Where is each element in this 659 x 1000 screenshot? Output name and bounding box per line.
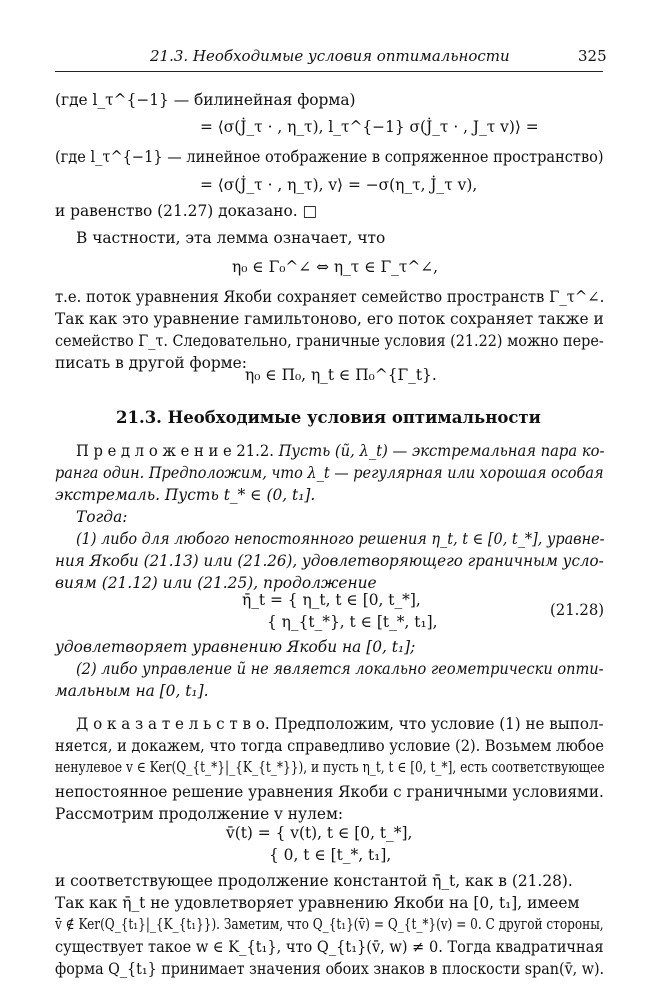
proposition-text: Пусть (ũ, λ_t) — экстремальная пара ко- — [278, 442, 605, 460]
text-line: Так как это уравнение гамильтоново, его поток сохраняет также и — [55, 310, 604, 328]
proposition-line: (1) либо для любого непостоянного решения η_t, t ∈ [0, t_*], уравне- — [76, 530, 605, 548]
text-line: (где l_τ^{−1} — линейное отображение в сопряженное пространство) — [55, 148, 604, 166]
text-line: писать в другой форме: — [55, 354, 247, 372]
proof-label: Д о к а з а т е л ь с т в о. — [76, 715, 270, 733]
proposition-label: П р е д л о ж е н и е 21.2. — [76, 442, 274, 460]
equation-case-line: { 0, t ∈ [t_*, t₁], — [269, 846, 392, 864]
proof-line: ненулевое v ∈ Ker(Q_{t_*}|_{K_{t_*}}), и пусть η_t, t ∈ [0, t_*], есть соответствующее — [55, 759, 605, 776]
text-line: т.е. поток уравнения Якоби сохраняет семейство пространств Γ_τ^∠. — [55, 288, 605, 306]
equation-case-line: v̄(t) = { v(t), t ∈ [0, t_*], — [226, 824, 413, 842]
proposition-line: ранга один. Предположим, что λ_t — регулярная или хорошая особая — [55, 464, 604, 482]
equation-line: η₀ ∈ Π₀, η_t ∈ Π₀^{Γ_t}. — [245, 366, 437, 384]
proposition-line — [76, 441, 604, 461]
equation-case-line: { η_{t_*}, t ∈ [t_*, t₁], — [267, 613, 438, 631]
proposition-line: экстремаль. Пусть t_* ∈ (0, t₁]. — [55, 486, 316, 504]
proof-line: Рассмотрим продолжение v нулем: — [55, 805, 344, 823]
section-heading: 21.3. Необходимые условия оптимальности — [116, 408, 541, 427]
equation-number: (21.28) — [550, 601, 605, 619]
equation-line: = ⟨σ(J̇_τ · , η_τ), l_τ^{−1} σ(J̇_τ · , J_τ v)⟩ = — [200, 118, 539, 136]
proposition-line: Тогда: — [76, 508, 128, 526]
proposition-line: (2) либо управление ũ не является локально геометрически опти- — [76, 660, 604, 678]
proposition-line: мальным на [0, t₁]. — [55, 682, 209, 700]
proposition-line: виям (21.12) или (21.25), продолжение — [55, 574, 377, 592]
proof-line: няется, и докажем, что тогда справедливо условие (2). Возьмем любое — [55, 737, 605, 755]
proof-line: и соответствующее продолжение константой η̄_t, как в (21.28). — [55, 872, 573, 890]
proof-line: существует такое w ∈ K_{t₁}, что Q_{t₁}(v̄, w) ≠ 0. Тогда квадратичная — [55, 938, 604, 956]
proof-text: Предположим, что условие (1) не выпол- — [274, 715, 604, 733]
equation-line: η₀ ∈ Γ₀^∠ ⇔ η_τ ∈ Γ_τ^∠, — [232, 258, 439, 276]
equation-case-line: η̄_t = { η_t, t ∈ [0, t_*], — [242, 591, 421, 609]
page-number: 325 — [578, 47, 607, 65]
text-line: В частности, эта лемма означает, что — [76, 229, 386, 247]
header-rule — [55, 71, 603, 72]
running-header-title: 21.3. Необходимые условия оптимальности — [150, 47, 510, 65]
text-line: (где l_τ^{−1} — билинейная форма) — [55, 91, 356, 109]
proposition-line: удовлетворяет уравнению Якоби на [0, t₁]; — [55, 638, 416, 656]
proof-line: v̄ ∉ Ker(Q_{t₁}|_{K_{t₁}}). Заметим, что Q_{t₁}(v̄) = Q_{t_*}(v) = 0. С другой стороны, — [55, 916, 604, 933]
proof-line: форма Q_{t₁} принимает значения обоих знаков в плоскости span(v̄, w). — [55, 960, 605, 978]
text-line: семейство Γ_τ. Следовательно, граничные условия (21.22) можно пере- — [55, 332, 604, 350]
proof-line: непостоянное решение уравнения Якоби с граничными условиями. — [55, 783, 604, 801]
equation-line: = ⟨σ(J̇_τ · , η_τ), v⟩ = −σ(η_τ, J̇_τ v), — [200, 176, 478, 194]
text-line: и равенство (21.27) доказано. □ — [55, 202, 318, 220]
proof-line: Так как η̄_t не удовлетворяет уравнению Якоби на [0, t₁], имеем — [55, 894, 580, 912]
proposition-line: ния Якоби (21.13) или (21.26), удовлетворяющего граничным усло- — [55, 552, 604, 570]
proof-line — [76, 714, 604, 734]
